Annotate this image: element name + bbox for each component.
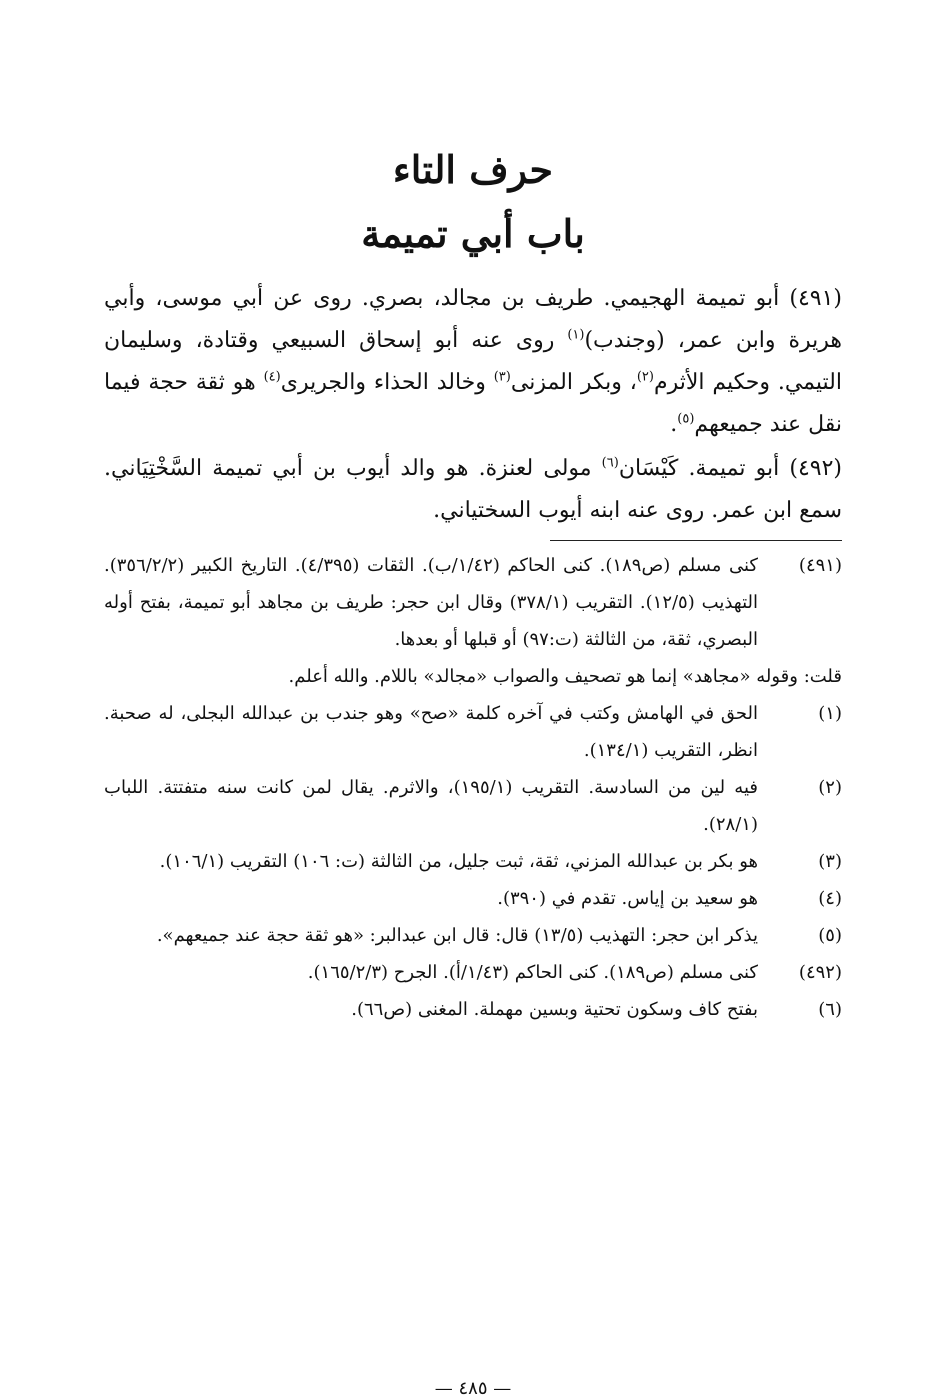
entry-text: مولى لعنزة. هو والد أيوب بن أبي تميمة السَّخْتِيَاني. سمع ابن عمر. روى عنه ابنه أيوب السختياني.: [104, 456, 842, 523]
footnote-492: [104, 954, 842, 991]
footnote-ref: (٢): [636, 369, 654, 385]
entry-text: .: [670, 412, 678, 437]
entry-491: [104, 278, 842, 446]
entry-text: وخالد الحذاء والجريرى: [280, 370, 494, 395]
letter-heading: حرف التاء: [392, 147, 554, 192]
footnote-2: [104, 769, 842, 843]
footnote-number: (٤٩١): [798, 555, 842, 576]
footnote-5: [104, 917, 842, 954]
footnote-text: الحق في الهامش وكتب في آخره كلمة «صح» وهو جندب بن عبدالله البجلى، له صحبة. انظر، التقريب (١٣٤/١).: [104, 703, 758, 761]
footnote-text: كنى مسلم (ص١٨٩). كنى الحاكم (١/٤٣/أ). الجرح (١٦٥/٢/٣).: [307, 962, 758, 983]
footnote-1: [104, 695, 842, 769]
entry-492: [104, 448, 842, 532]
chapter-heading: باب أبي تميمة: [361, 211, 585, 256]
footnote-3: [104, 843, 842, 880]
footnote-491: [104, 547, 842, 658]
footnote-ref: (٤): [263, 369, 281, 385]
footnote-6: [104, 991, 842, 1028]
footnote-ref: (٥): [677, 411, 695, 427]
footnote-text: فيه لين من السادسة. التقريب (١٩٥/١)، والاثرم. يقال لمن كانت سنه متفتتة. اللباب (٢٨/١).: [104, 777, 758, 835]
footnote-text: هو سعيد بن إياس. تقدم في (٣٩٠).: [497, 888, 758, 909]
footnote-text: بفتح كاف وسكون تحتية وبسين مهملة. المغنى (ص٦٦).: [351, 999, 758, 1020]
footnote-number: (٥): [818, 925, 842, 946]
entry-text: روى عنه أبو إسحاق السبيعي وقتادة، وسليمان التيمي. وحكيم الأثرم: [104, 328, 842, 395]
footnote-text: كنى مسلم (ص١٨٩). كنى الحاكم (١/٤٢/ب). الثقات (٤/٣٩٥). التاريخ الكبير (٣٥٦/٢/٢). التهذيب (١٢/٥). التقريب (٣٧٨/١) وقال ابن حجر: طريف بن مجاهد أبو تميمة، بفتح أوله البصري، ثقة، من الثالثة (ت:٩٧) أو قبلها أو بعدها.: [104, 555, 759, 650]
footnote-ref: (١): [567, 327, 585, 343]
footnote-number: (٣): [818, 851, 842, 872]
entry-text: (٤٩٢) أبو تميمة. كَيْسَان: [618, 456, 842, 481]
footnote-text: هو بكر بن عبدالله المزني، ثقة، ثبت جليل، من الثالثة (ت: ١٠٦) التقريب (١٠٦/١).: [159, 851, 758, 872]
footnote-divider: [550, 540, 842, 541]
entry-text: هو ثقة حجة فيما نقل عند جميعهم: [104, 370, 842, 437]
entry-text: ، وبكر المزنى: [510, 370, 637, 395]
page-number: — ٤٨٥ —: [434, 1378, 512, 1399]
book-page: [104, 140, 842, 1399]
footnote-number: (٤): [818, 888, 842, 909]
footnote-text: يذكر ابن حجر: التهذيب (١٣/٥) قال: قال ابن عبدالبر: «هو ثقة حجة عند جميعهم».: [156, 925, 758, 946]
footnote-4: [104, 880, 842, 917]
footnote-ref: (٦): [601, 455, 619, 471]
footnote-ref: (٣): [493, 369, 511, 385]
footnote-number: (٤٩٢): [798, 962, 842, 983]
footnote-remark: قلت: وقوله «مجاهد» إنما هو تصحيف والصواب «مجالد» باللام. والله أعلم.: [288, 666, 842, 687]
footnote-number: (٢): [818, 777, 842, 798]
footnote-number: (١): [818, 703, 842, 724]
entry-text: (٤٩١) أبو تميمة الهجيمي. طريف بن مجالد، بصري. روى عن أبي موسى، وأبي هريرة وابن عمر، (وجندب): [104, 286, 842, 353]
footnote-number: (٦): [818, 999, 842, 1020]
